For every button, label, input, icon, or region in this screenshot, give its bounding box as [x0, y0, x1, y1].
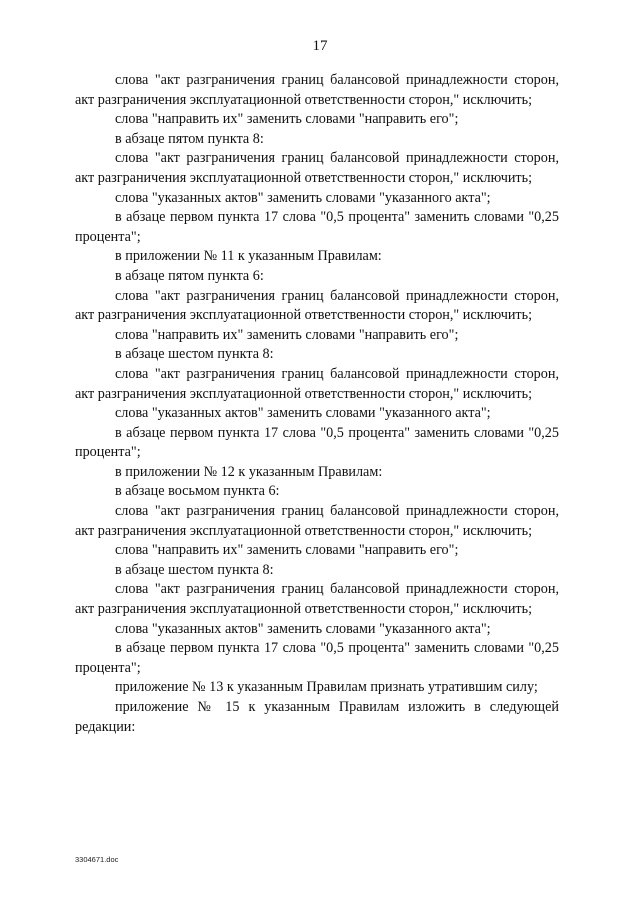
paragraph: приложение № 15 к указанным Правилам изложить в следующей редакции:	[75, 699, 559, 735]
paragraph: слова "акт разграничения границ балансовой принадлежности сторон, акт разграничения эксплуатационной ответственности сторон," исключить;	[75, 287, 559, 324]
document-body	[75, 71, 559, 737]
page-number: 17	[312, 38, 328, 54]
paragraph: приложение № 13 к указанным Правилам признать утратившим силу;	[115, 679, 538, 696]
paragraph: слова "акт разграничения границ балансовой принадлежности сторон, акт разграничения эксплуатационной ответственности сторон," исключить;	[75, 150, 559, 186]
paragraph: слова "акт разграничения границ балансовой принадлежности сторон, акт разграничения эксплуатационной ответственности сторон," исключить;	[75, 365, 559, 402]
paragraph: слова "акт разграничения границ балансовой принадлежности сторон, акт разграничения эксплуатационной ответственности сторон," исключить;	[75, 72, 559, 108]
paragraph: в абзаце первом пункта 17 слова "0,5 процента" заменить словами "0,25 процента";	[75, 209, 559, 245]
paragraph: слова "направить их" заменить словами "направить его";	[115, 542, 459, 559]
paragraph: в приложении № 11 к указанным Правилам:	[115, 248, 382, 265]
paragraph: слова "направить их" заменить словами "направить его";	[115, 326, 459, 343]
paragraph: слова "указанных актов" заменить словами "указанного акта";	[115, 405, 491, 422]
paragraph: в приложении № 12 к указанным Правилам:	[115, 463, 383, 480]
paragraph: в абзаце шестом пункта 8:	[115, 561, 274, 578]
document-filename: 3304671.doc	[75, 855, 119, 864]
paragraph: слова "акт разграничения границ балансовой принадлежности сторон, акт разграничения эксплуатационной ответственности сторон," исключить;	[75, 581, 559, 618]
paragraph: слова "акт разграничения границ балансовой принадлежности сторон, акт разграничения эксплуатационной ответственности сторон," исключить;	[75, 503, 559, 539]
paragraph: слова "указанных актов" заменить словами "указанного акта";	[115, 189, 491, 206]
paragraph: в абзаце шестом пункта 8:	[115, 346, 274, 363]
paragraph: в абзаце пятом пункта 6:	[115, 267, 264, 284]
paragraph: в абзаце первом пункта 17 слова "0,5 процента" заменить словами "0,25 процента";	[75, 640, 559, 676]
paragraph: слова "направить их" заменить словами "направить его";	[115, 111, 459, 128]
paragraph: в абзаце первом пункта 17 слова "0,5 процента" заменить словами "0,25 процента";	[75, 424, 559, 461]
paragraph: в абзаце восьмом пункта 6:	[115, 483, 280, 500]
paragraph: слова "указанных актов" заменить словами "указанного акта";	[115, 620, 491, 637]
paragraph: в абзаце пятом пункта 8:	[115, 130, 264, 147]
